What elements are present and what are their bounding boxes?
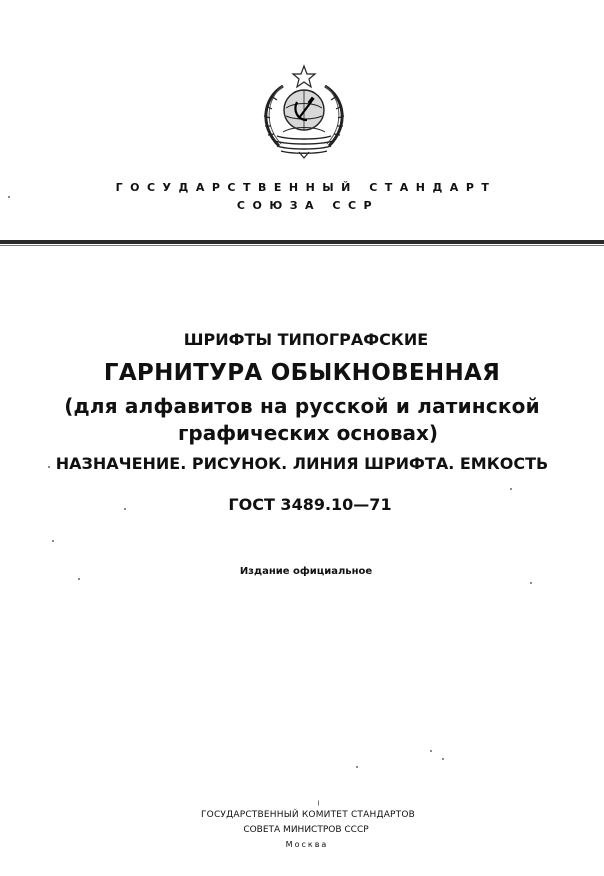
title-line-5: НАЗНАЧЕНИЕ. РИСУНОК. ЛИНИЯ ШРИФТА. ЕМКОСТЬ	[55, 454, 549, 473]
publisher-line-2: СОВЕТА МИНИСТРОВ СССР	[243, 825, 369, 835]
gost-number: ГОСТ 3489.10—71	[228, 495, 392, 514]
scan-speck	[530, 582, 532, 584]
scan-speck	[52, 540, 54, 542]
ussr-state-emblem-icon	[253, 64, 355, 160]
scan-speck	[124, 508, 126, 510]
scan-speck	[510, 488, 512, 490]
title-line-4: графических основах)	[177, 421, 439, 445]
scan-speck	[318, 800, 319, 806]
scan-speck	[430, 750, 432, 752]
header-rule-thin	[0, 245, 604, 246]
title-line-2: ГАРНИТУРА ОБЫКНОВЕННАЯ	[103, 360, 501, 386]
standard-header-line1: ГОСУДАРСТВЕННЫЙ СТАНДАРТ	[115, 181, 497, 194]
scan-speck	[8, 196, 10, 198]
title-line-3: (для алфавитов на русской и латинской	[64, 394, 540, 418]
edition-label: Издание официальное	[239, 566, 373, 577]
standard-header-line2: СОЮЗА ССР	[236, 199, 380, 212]
scan-speck	[442, 758, 444, 760]
scan-speck	[48, 466, 50, 468]
scan-speck	[356, 766, 358, 768]
publisher-line-1: ГОСУДАРСТВЕННЫЙ КОМИТЕТ СТАНДАРТОВ	[200, 810, 416, 820]
header-rule	[0, 240, 604, 244]
title-line-1: ШРИФТЫ ТИПОГРАФСКИЕ	[183, 330, 429, 349]
scan-speck	[78, 578, 80, 580]
publisher-city: Москва	[285, 840, 329, 849]
